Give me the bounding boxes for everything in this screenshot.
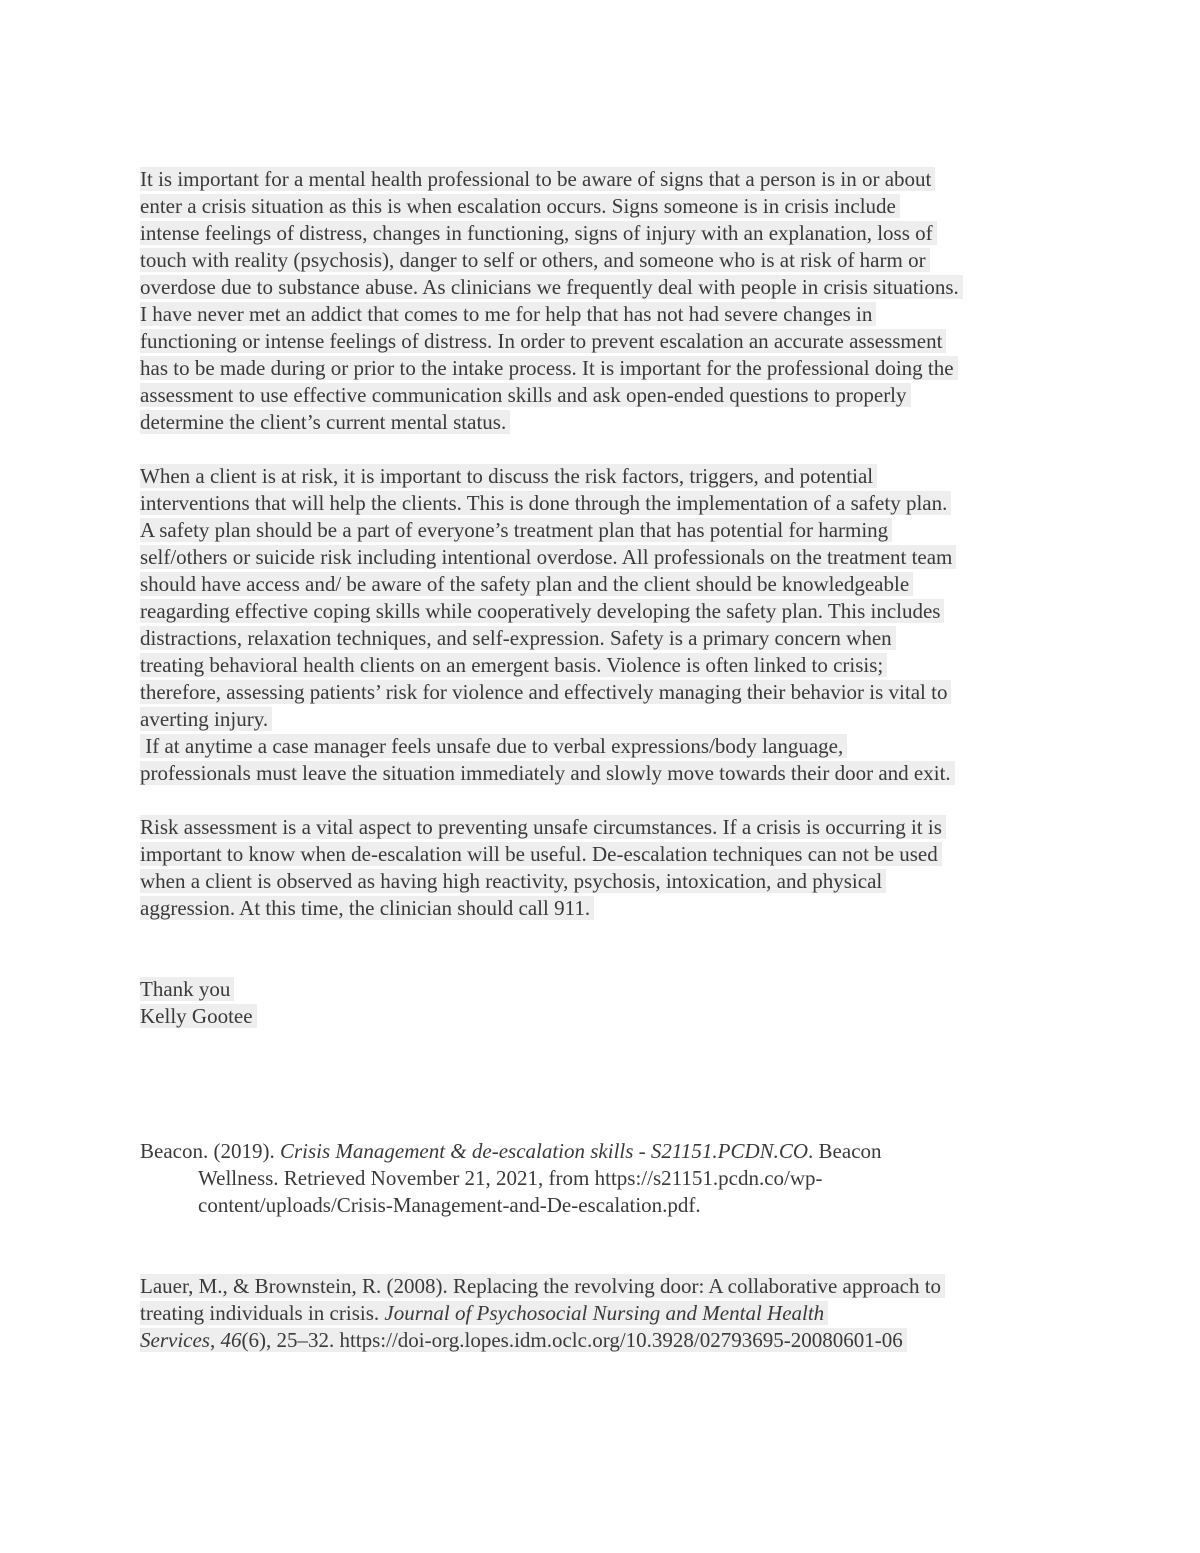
text-line: determine the client’s current mental status. xyxy=(140,409,1060,436)
paragraph-safety-plan xyxy=(140,463,1060,787)
reference-beacon xyxy=(140,1138,1060,1219)
references-spacer xyxy=(140,1030,1060,1138)
paragraph-spacer xyxy=(140,787,1060,814)
text-line: should have access and/ be aware of the safety plan and the client should be knowledgeable xyxy=(140,571,1060,598)
text-line: averting injury. xyxy=(140,706,1060,733)
paragraph-spacer xyxy=(140,436,1060,463)
text-line: important to know when de-escalation will be useful. De-escalation techniques can not be used xyxy=(140,841,1060,868)
text-line: therefore, assessing patients’ risk for violence and effectively managing their behavior is vital to xyxy=(140,679,1060,706)
text-line: professionals must leave the situation immediately and slowly move towards their door and exit. xyxy=(140,760,1060,787)
text-line: has to be made during or prior to the intake process. It is important for the professional doing the xyxy=(140,355,1060,382)
reference-line: Wellness. Retrieved November 21, 2021, from https://s21151.pcdn.co/wp- xyxy=(198,1166,823,1190)
document-page xyxy=(140,166,1060,1354)
closing-thanks: Thank you xyxy=(140,976,1060,1003)
reference-line: Services, 46(6), 25–32. https://doi-org.lopes.idm.oclc.org/10.3928/02793695-20080601-06 xyxy=(140,1327,1060,1354)
reference-spacer xyxy=(140,1219,1060,1273)
text-line: I have never met an addict that comes to me for help that has not had severe changes in xyxy=(140,301,1060,328)
reference-line: content/uploads/Crisis-Management-and-De-escalation.pdf. xyxy=(198,1193,701,1217)
text-line: enter a crisis situation as this is when escalation occurs. Signs someone is in crisis include xyxy=(140,193,1060,220)
text-line: reagarding effective coping skills while cooperatively developing the safety plan. This includes xyxy=(140,598,1060,625)
reference-line: treating individuals in crisis. Journal of Psychosocial Nursing and Mental Health xyxy=(140,1300,1060,1327)
reference-line: Beacon. (2019). Crisis Management & de-escalation skills - S21151.PCDN.CO. Beacon xyxy=(140,1139,882,1163)
text-line: assessment to use effective communication skills and ask open-ended questions to properly xyxy=(140,382,1060,409)
text-line: self/others or suicide risk including intentional overdose. All professionals on the treatment team xyxy=(140,544,1060,571)
closing-name: Kelly Gootee xyxy=(140,1003,1060,1030)
text-line: It is important for a mental health professional to be aware of signs that a person is in or about xyxy=(140,166,1060,193)
text-line: distractions, relaxation techniques, and self-expression. Safety is a primary concern when xyxy=(140,625,1060,652)
reference-line: Lauer, M., & Brownstein, R. (2008). Replacing the revolving door: A collaborative approach to xyxy=(140,1273,1060,1300)
text-line: intense feelings of distress, changes in functioning, signs of injury with an explanation, loss of xyxy=(140,220,1060,247)
text-line: overdose due to substance abuse. As clinicians we frequently deal with people in crisis situations. xyxy=(140,274,1060,301)
text-line: When a client is at risk, it is important to discuss the risk factors, triggers, and potential xyxy=(140,463,1060,490)
text-line: when a client is observed as having high reactivity, psychosis, intoxication, and physical xyxy=(140,868,1060,895)
text-line: treating behavioral health clients on an emergent basis. Violence is often linked to crisis; xyxy=(140,652,1060,679)
text-line: Risk assessment is a vital aspect to preventing unsafe circumstances. If a crisis is occurring it is xyxy=(140,814,1060,841)
text-line: touch with reality (psychosis), danger to self or others, and someone who is at risk of harm or xyxy=(140,247,1060,274)
text-line: aggression. At this time, the clinician should call 911. xyxy=(140,895,1060,922)
text-line: If at anytime a case manager feels unsafe due to verbal expressions/body language, xyxy=(140,733,1060,760)
paragraph-crisis-signs xyxy=(140,166,1060,436)
reference-lauer xyxy=(140,1273,1060,1354)
paragraph-risk-assessment xyxy=(140,814,1060,922)
closing-signature xyxy=(140,976,1060,1030)
text-line: interventions that will help the clients. This is done through the implementation of a safety plan. xyxy=(140,490,1060,517)
text-line: functioning or intense feelings of distress. In order to prevent escalation an accurate assessment xyxy=(140,328,1060,355)
closing-spacer xyxy=(140,922,1060,976)
text-line: A safety plan should be a part of everyone’s treatment plan that has potential for harming xyxy=(140,517,1060,544)
